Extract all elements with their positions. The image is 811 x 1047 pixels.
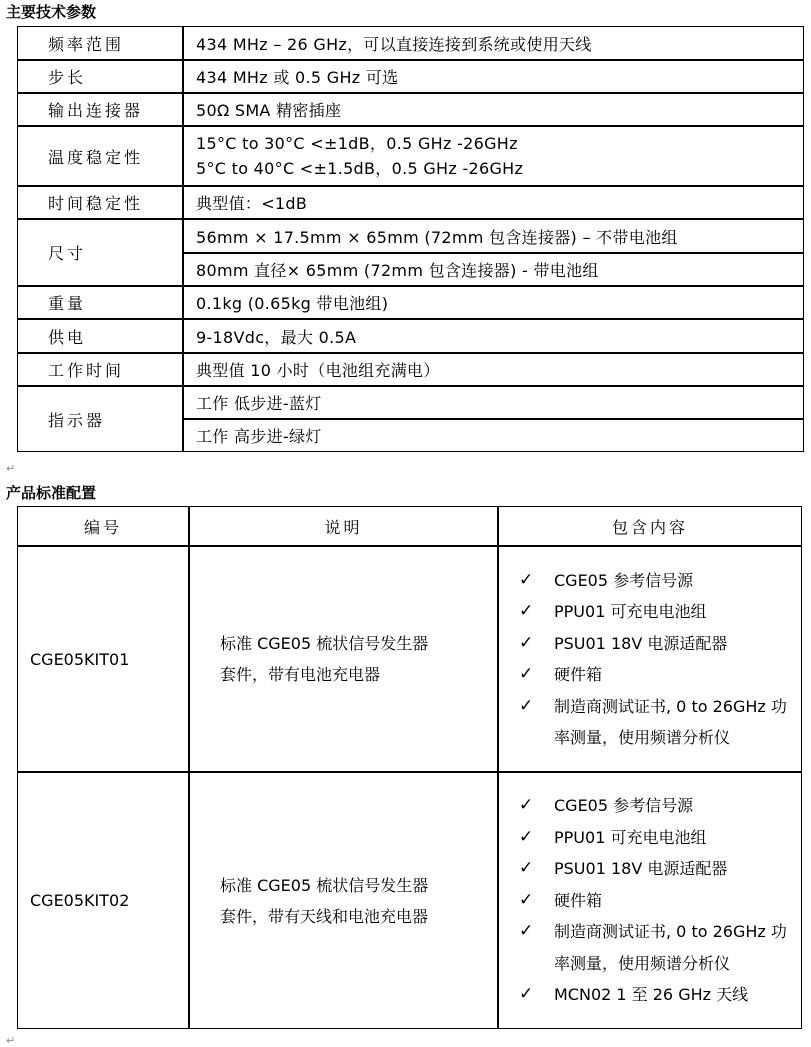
spec-value: 工作 高步进-绿灯 bbox=[183, 419, 804, 452]
kit-description bbox=[189, 772, 498, 1029]
spec-key: 温度稳定性 bbox=[17, 126, 183, 186]
spec-row bbox=[17, 219, 804, 253]
spec-line: 5°C to 40°C <±1.5dB，0.5 GHz -26GHz bbox=[196, 159, 524, 178]
spec-row bbox=[17, 319, 804, 353]
check-icon: ✓ bbox=[519, 695, 534, 716]
spec-value: 434 MHz – 26 GHz，可以直接连接到系统或使用天线 bbox=[183, 26, 804, 60]
spec-value: 9-18Vdc，最大 0.5A bbox=[183, 319, 804, 353]
spec-value: 434 MHz 或 0.5 GHz 可选 bbox=[183, 60, 804, 93]
specs-table bbox=[17, 26, 804, 452]
check-icon: ✓ bbox=[519, 664, 534, 684]
spec-key: 工作时间 bbox=[17, 353, 183, 386]
check-icon: ✓ bbox=[519, 984, 534, 1005]
specs-title: 主要技术参数 bbox=[6, 3, 97, 21]
spec-row bbox=[17, 60, 804, 93]
check-icon: ✓ bbox=[519, 921, 534, 942]
kit-item: ✓ PSU01 18V 电源适配器 bbox=[499, 853, 797, 885]
col-header-content: 包含内容 bbox=[498, 506, 802, 546]
kit-item: ✓ PPU01 可充电电池组 bbox=[499, 822, 797, 854]
kit-item: ✓ 硬件箱 bbox=[499, 885, 797, 917]
check-icon: ✓ bbox=[519, 632, 534, 653]
spec-key: 步长 bbox=[17, 60, 183, 93]
spec-value bbox=[183, 126, 804, 186]
spec-key: 输出连接器 bbox=[17, 93, 183, 126]
spec-line: 15°C to 30°C <±1dB，0.5 GHz -26GHz bbox=[196, 134, 518, 153]
col-header-code: 编号 bbox=[17, 506, 189, 546]
spec-row bbox=[17, 93, 804, 126]
kit-contents bbox=[498, 546, 802, 772]
kit-item: ✓ PPU01 可充电电池组 bbox=[499, 596, 797, 628]
spec-row bbox=[17, 126, 804, 186]
kit-code: CGE05KIT02 bbox=[17, 772, 189, 1029]
kit-code: CGE05KIT01 bbox=[17, 546, 189, 772]
kits-table bbox=[17, 506, 802, 1029]
check-icon: ✓ bbox=[519, 569, 534, 590]
check-icon: ✓ bbox=[519, 889, 534, 910]
spec-value: 50Ω SMA 精密插座 bbox=[183, 93, 804, 126]
spec-row bbox=[17, 26, 804, 60]
kit-item: ✓ PSU01 18V 电源适配器 bbox=[499, 628, 797, 660]
kit-item: ✓ MCN02 1 至 26 GHz 天线 bbox=[499, 979, 797, 1011]
spec-value: 56mm × 17.5mm × 65mm (72mm 包含连接器) – 不带电池组 bbox=[183, 219, 804, 253]
check-icon: ✓ bbox=[519, 858, 534, 879]
spec-key: 供电 bbox=[17, 319, 183, 353]
kit-item: ✓ CGE05 参考信号源 bbox=[499, 565, 797, 597]
kit-item: ✓ CGE05 参考信号源 bbox=[499, 790, 797, 822]
kit-description-line: 标准 CGE05 梳状信号发生器 bbox=[220, 875, 429, 895]
spec-value: 工作 低步进-蓝灯 bbox=[183, 386, 804, 419]
kit-row bbox=[17, 546, 802, 772]
spec-value: 典型值：<1dB bbox=[183, 186, 804, 219]
kit-description-line: 套件，带有天线和电池充电器 bbox=[220, 906, 429, 926]
spec-value: 典型值 10 小时（电池组充满电） bbox=[183, 353, 804, 386]
spec-key: 重量 bbox=[17, 286, 183, 319]
spec-value: 0.1kg (0.65kg 带电池组) bbox=[183, 286, 804, 319]
check-icon: ✓ bbox=[519, 795, 534, 816]
spec-key: 时间稳定性 bbox=[17, 186, 183, 219]
kit-item: ✓ 制造商测试证书, 0 to 26GHz 功率测量，使用频谱分析仪 bbox=[499, 691, 797, 754]
kit-row bbox=[17, 772, 802, 1029]
spec-key: 频率范围 bbox=[17, 26, 183, 60]
kit-contents bbox=[498, 772, 802, 1029]
spec-row bbox=[17, 286, 804, 319]
spec-key: 尺寸 bbox=[17, 219, 183, 286]
spec-row bbox=[17, 353, 804, 386]
kit-item: ✓ 硬件箱 bbox=[499, 659, 797, 691]
spec-value: 80mm 直径× 65mm (72mm 包含连接器) - 带电池组 bbox=[183, 253, 804, 286]
spec-row bbox=[17, 386, 804, 419]
kit-description-line: 套件，带有电池充电器 bbox=[220, 665, 381, 684]
spec-key: 指示器 bbox=[17, 386, 183, 452]
col-header-desc: 说明 bbox=[189, 506, 498, 546]
paragraph-mark: ↵ bbox=[6, 462, 16, 475]
paragraph-mark: ↵ bbox=[6, 1034, 16, 1047]
kit-item: ✓ 制造商测试证书, 0 to 26GHz 功率测量，使用频谱分析仪 bbox=[499, 916, 797, 979]
kit-description bbox=[189, 546, 498, 772]
spec-row bbox=[17, 186, 804, 219]
check-icon: ✓ bbox=[519, 601, 534, 621]
kit-description-line: 标准 CGE05 梳状信号发生器 bbox=[220, 634, 429, 653]
kits-title: 产品标准配置 bbox=[6, 484, 97, 502]
check-icon: ✓ bbox=[519, 826, 534, 847]
kits-header-row bbox=[17, 506, 802, 546]
